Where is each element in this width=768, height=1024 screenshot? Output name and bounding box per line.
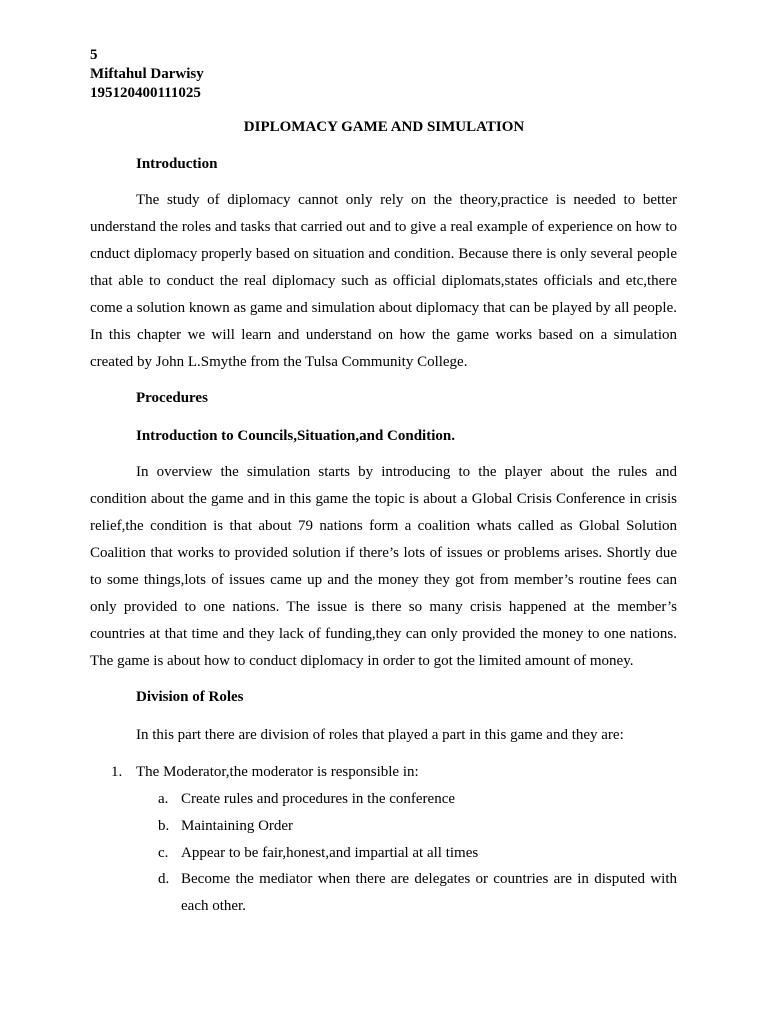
page-header	[90, 46, 204, 103]
sublist-item-a: Create rules and procedures in the conference	[181, 791, 456, 807]
roles-intro-paragraph: In this part there are division of roles that played a part in this game and they are:	[136, 727, 624, 743]
author-name: Miftahul Darwisy	[90, 66, 204, 82]
roles-heading: Division of Roles	[136, 689, 244, 705]
page-number: 5	[90, 47, 98, 63]
document-title: DIPLOMACY GAME AND SIMULATION	[243, 119, 525, 135]
list-item-moderator: The Moderator,the moderator is responsible in:	[136, 764, 419, 780]
councils-paragraph: In overview the simulation starts by introducing to the player about the rules and condition about the game and in this game the topic is about a Global Crisis Conference in crisis relief,the condition is that about 79 nations form a coalition whats called as Global Solution Coalition that works to provided solution if there’s lots of issues or problems arises. Shortly due to some things,lots of issues came up and the money they got from member’s routine fees can only provided to one nations. The issue is there so many crisis happened at the member’s countries at that time and they lack of funding,they can only provided the money to one nations. The game is about how to conduct diplomacy in order to got the limited amount of money.	[90, 464, 677, 669]
sublist-letter-d: d.	[158, 871, 170, 887]
student-id: 195120400111025	[90, 85, 201, 101]
sublist-item-d: Become the mediator when there are delegates or countries are in disputed with each other.	[181, 871, 677, 914]
sublist-item-c: Appear to be fair,honest,and impartial at all times	[181, 845, 479, 861]
sublist-letter-a: a.	[158, 791, 169, 807]
introduction-paragraph: The study of diplomacy cannot only rely on the theory,practice is needed to better understand the roles and tasks that carried out and to give a real example of experience on how to cnduct diplomacy properly based on situation and condition. Because there is only several people that able to conduct the real diplomacy such as official diplomats,states officials and etc,there come a solution known as game and simulation about diplomacy that can be played by all people. In this chapter we will learn and understand on how the game works based on a simulation created by John L.Smythe from the Tulsa Community College.	[90, 192, 677, 370]
procedures-heading: Procedures	[136, 390, 208, 406]
councils-heading: Introduction to Councils,Situation,and Condition.	[136, 428, 455, 444]
list-number-1: 1.	[111, 764, 123, 780]
introduction-heading: Introduction	[136, 156, 218, 172]
sublist-letter-c: c.	[158, 845, 169, 861]
sublist-item-b: Maintaining Order	[181, 818, 294, 834]
sublist-letter-b: b.	[158, 818, 170, 834]
